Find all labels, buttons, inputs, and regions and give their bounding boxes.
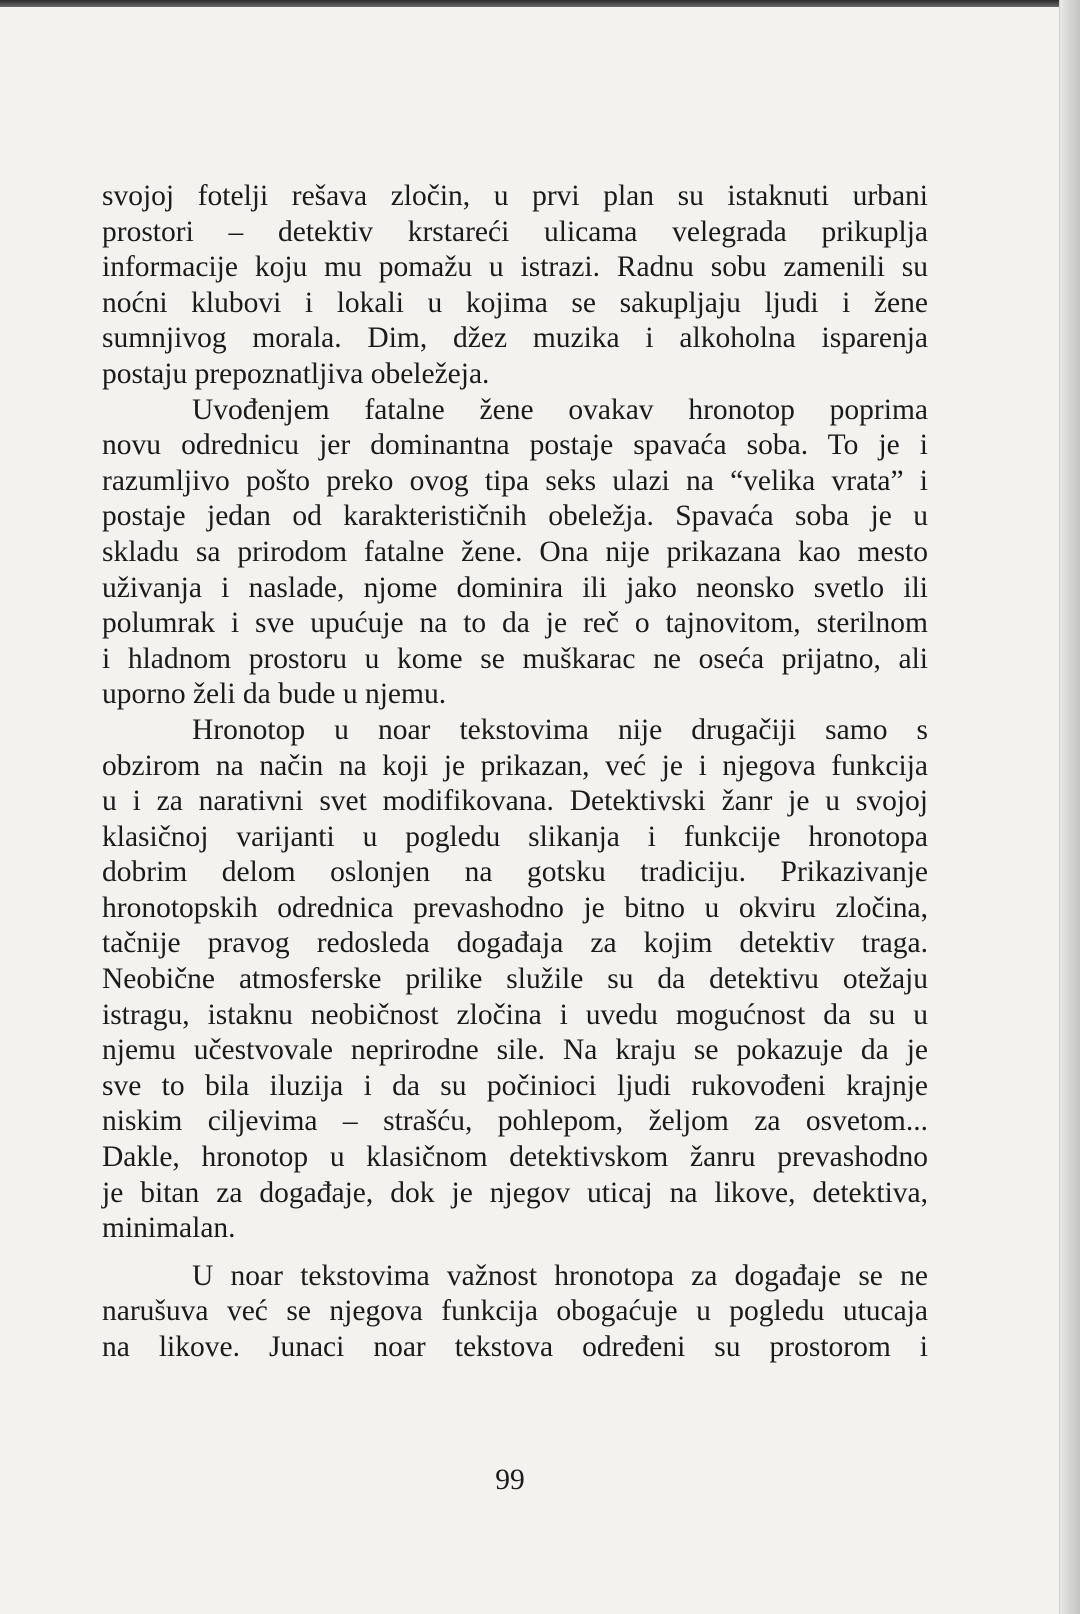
text-line-5: sumnjivog morala. Dim, džez muzika i alkoholna isparenja (102, 322, 928, 355)
text-line-4: noćni klubovi i lokali u kojima se sakupljaju ljudi i žene (102, 286, 928, 319)
text-line-2: prostori – detektiv krstareći ulicama velegrada prikuplja (102, 215, 928, 248)
body-text (102, 179, 928, 1366)
page-number: 99 (495, 1464, 525, 1496)
text-line-30: minimalan. (102, 1212, 236, 1245)
text-line-20: dobrim delom oslonjen na gotsku tradiciju. Prikazivanje (102, 856, 928, 889)
text-line-6: postaju prepoznatljiva obeležeja. (102, 357, 490, 390)
text-line-24: istragu, istaknu neobičnost zločina i uvedu mogućnost da su u (102, 998, 928, 1031)
text-line-11: skladu sa prirodom fatalne žene. Ona nije prikazana kao mesto (102, 535, 928, 568)
text-line-27: niskim ciljevima – strašću, pohlepom, željom za osvetom... (102, 1105, 928, 1138)
text-line-31: U noar tekstovima važnost hronotopa za događaje se ne (192, 1259, 928, 1292)
text-line-12: uživanja i naslade, njome dominira ili jako neonsko svetlo ili (102, 571, 928, 604)
text-line-18: u i za narativni svet modifikovana. Detektivski žanr je u svojoj (102, 785, 928, 818)
text-line-22: tačnije pravog redosleda događaja za kojim detektiv traga. (102, 927, 928, 960)
text-line-13: polumrak i sve upućuje na to da je reč o tajnovitom, sterilnom (102, 607, 928, 640)
text-line-15: uporno želi da bude u njemu. (102, 678, 447, 711)
text-line-3: informacije koju mu pomažu u istrazi. Radnu sobu zamenili su (102, 251, 928, 284)
text-line-10: postaje jedan od karakterističnih obeležja. Spavaća soba je u (102, 500, 928, 533)
text-line-14: i hladnom prostoru u kome se muškarac ne oseća prijatno, ali (102, 642, 928, 675)
text-line-1: svojoj fotelji rešava zločin, u prvi plan su istaknuti urbani (102, 180, 928, 212)
text-line-33: na likove. Junaci noar tekstova određeni su prostorom i (102, 1331, 928, 1363)
page-right-edge (1059, 0, 1080, 1614)
text-line-19: klasičnoj varijanti u pogledu slikanja i funkcije hronotopa (102, 820, 928, 853)
text-line-17: obzirom na način na koji je prikazan, već je i njegova funkcija (102, 749, 928, 782)
scanner-top-edge (0, 0, 1080, 7)
text-line-9: razumljivo pošto preko ovog tipa seks ulazi na “velika vrata” i (102, 464, 928, 497)
text-line-25: njemu učestvovale neprirodne sile. Na kraju se pokazuje da je (102, 1034, 928, 1067)
text-line-28: Dakle, hronotop u klasičnom detektivskom žanru prevashodno (102, 1141, 928, 1174)
text-line-32: narušuva već se njegova funkcija obogaćuje u pogledu utucaja (102, 1295, 928, 1328)
text-line-8: novu odrednicu jer dominantna postaje spavaća soba. To je i (102, 429, 928, 462)
page-sheet (0, 7, 1060, 1614)
text-line-23: Neobične atmosferske prilike služile su da detektivu otežaju (102, 963, 928, 996)
text-line-16: Hronotop u noar tekstovima nije drugačiji samo s (192, 713, 928, 746)
text-line-21: hronotopskih odrednica prevashodno je bitno u okviru zločina, (102, 891, 928, 924)
text-line-29: je bitan za događaje, dok je njegov uticaj na likove, detektiva, (102, 1176, 928, 1209)
text-line-7: Uvođenjem fatalne žene ovakav hronotop poprima (192, 393, 928, 426)
text-line-26: sve to bila iluzija i da su počinioci ljudi rukovođeni krajnje (102, 1069, 928, 1102)
